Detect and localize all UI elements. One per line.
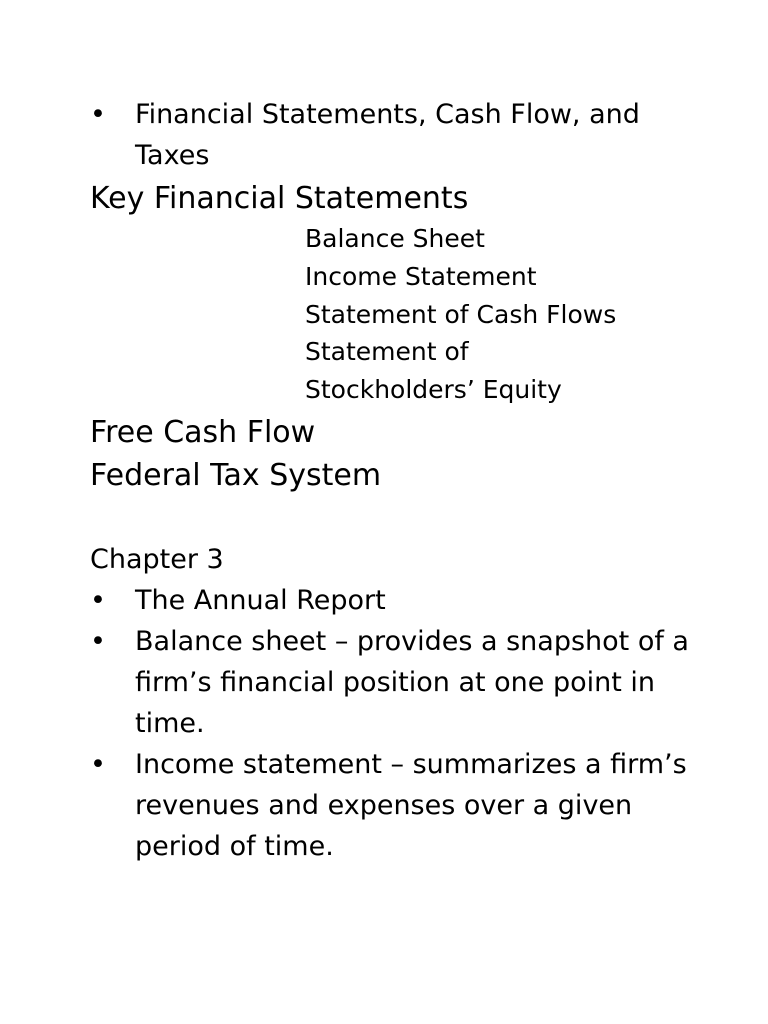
key-statements-heading: Key Financial Statements <box>90 181 469 216</box>
chapter-bullet-item <box>90 580 690 621</box>
intro-bullet-item <box>90 94 690 176</box>
chapter-bullet-item <box>90 621 690 744</box>
key-statement-item: Statement of Cash Flows <box>305 299 617 329</box>
bullet-icon: • <box>90 99 106 130</box>
free-cash-flow-heading: Free Cash Flow <box>90 415 316 450</box>
bullet-icon: • <box>90 585 106 616</box>
chapter-bullet-text: The Annual Report <box>135 585 386 616</box>
key-statement-item: Balance Sheet <box>305 224 485 253</box>
key-statements-list <box>305 220 665 409</box>
chapter-label: Chapter 3 <box>90 544 224 575</box>
chapter-bullet-item <box>90 744 690 867</box>
intro-bullet-text: Financial Statements, Cash Flow, and Taxes <box>135 99 640 171</box>
chapter-bullet-text: Balance sheet – provides a snapshot of a firm’s financial position at one point in time. <box>135 626 689 739</box>
chapter-bullet-text: Income statement – summarizes a firm’s revenues and expenses over a given period of time. <box>135 749 687 862</box>
key-statement-item: Statement of Stockholders’ Equity <box>305 337 562 405</box>
bullet-icon: • <box>90 749 106 780</box>
bullet-icon: • <box>90 626 106 657</box>
federal-tax-heading: Federal Tax System <box>90 458 382 493</box>
key-statement-item: Income Statement <box>305 261 537 291</box>
